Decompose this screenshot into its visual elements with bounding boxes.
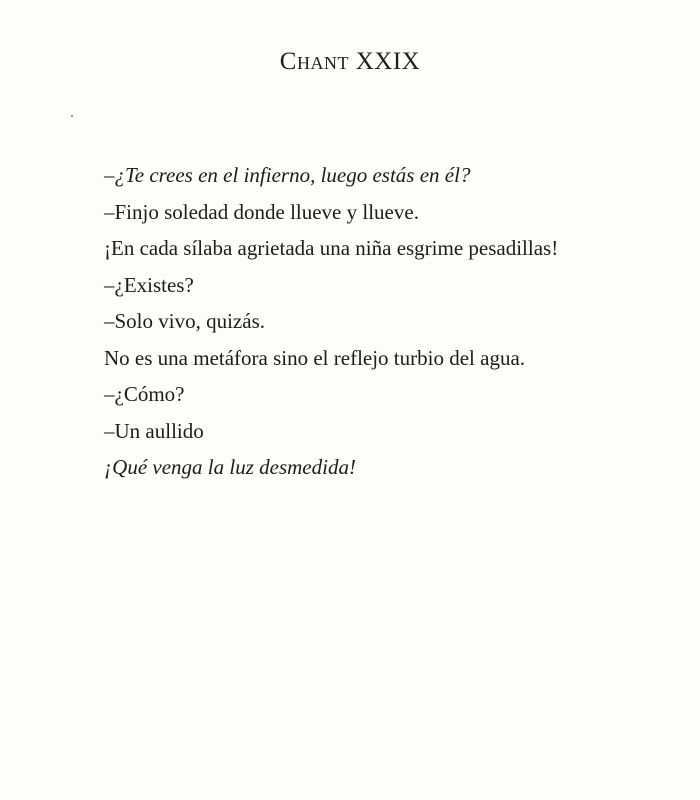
- poem-line: –Finjo soledad donde llueve y llueve.: [104, 199, 419, 224]
- chant-title: Chant XXIX: [279, 48, 421, 75]
- poem-line: –¿Cómo?: [104, 382, 185, 406]
- poem-line: ¡En cada sílaba agrietada una niña esgrime pesadillas!: [104, 236, 559, 260]
- poem-line: –Un aullido: [104, 418, 204, 443]
- poem-line: ¡Qué venga la luz desmedida!: [104, 455, 356, 479]
- poem-body: [104, 157, 684, 486]
- poem-line: –¿Te crees en el infierno, luego estás en él?: [104, 163, 471, 187]
- poem-line: No es una metáfora sino el reflejo turbio del agua.: [104, 345, 526, 370]
- poem-line: –¿Existes?: [104, 272, 194, 297]
- poem-line: –Solo vivo, quizás.: [104, 309, 265, 333]
- ink-speck: [71, 115, 73, 117]
